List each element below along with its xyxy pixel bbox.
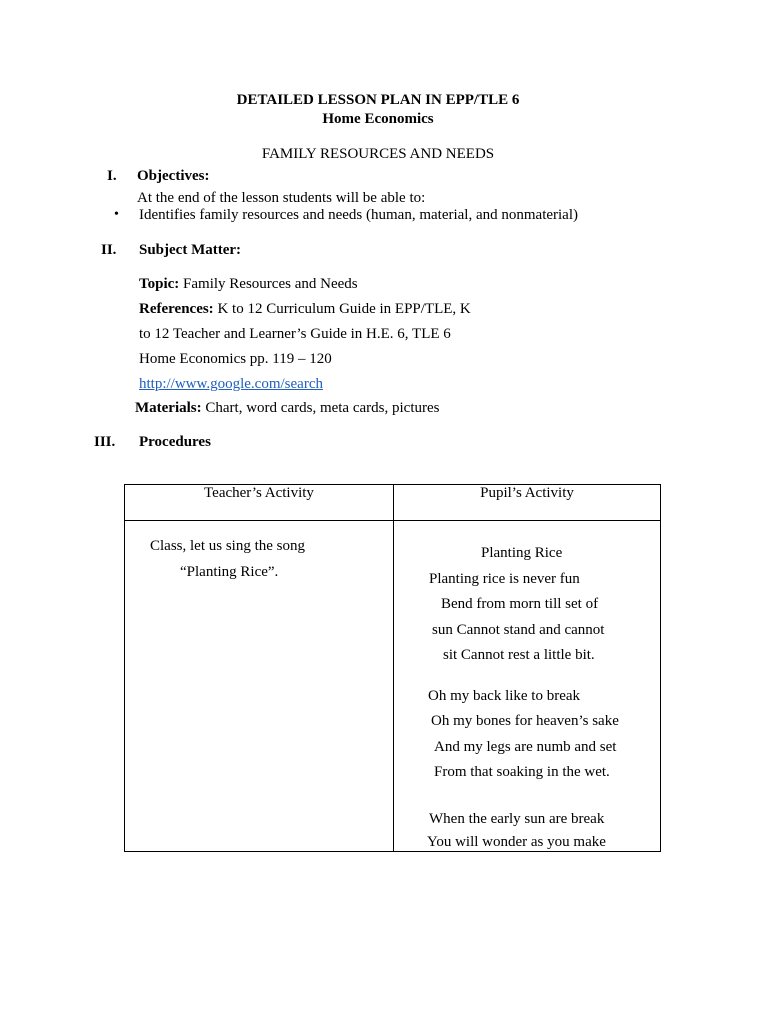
song-line: And my legs are numb and set	[434, 739, 617, 755]
song-line: From that soaking in the wet.	[434, 764, 610, 780]
song-line: Bend from morn till set of	[441, 596, 599, 612]
pupil-activity-header-label: Pupil’s Activity	[480, 485, 574, 501]
document-subtitle: Home Economics	[322, 111, 434, 127]
song-line: When the early sun are break	[429, 811, 605, 827]
song-line: Oh my bones for heaven’s sake	[431, 713, 619, 729]
table-row	[125, 521, 661, 852]
materials-label: Materials:	[135, 400, 202, 416]
subject-matter-heading: Subject Matter:	[139, 242, 242, 258]
references-value: K to 12 Curriculum Guide in EPP/TLE, K	[217, 301, 471, 317]
references-pages: Home Economics pp. 119 – 120	[139, 351, 332, 367]
teacher-line: “Planting Rice”.	[180, 564, 279, 580]
procedures-heading: Procedures	[139, 434, 211, 450]
teacher-activity-header-label: Teacher’s Activity	[204, 485, 314, 501]
teacher-line: Class, let us sing the song	[150, 538, 306, 554]
song-title: Planting Rice	[481, 545, 563, 561]
teacher-activity-header	[125, 485, 394, 521]
objectives-heading: Objectives:	[137, 168, 210, 184]
reference-link[interactable]: http://www.google.com/search	[139, 376, 323, 392]
document-title: DETAILED LESSON PLAN IN EPP/TLE 6	[236, 92, 520, 108]
procedures-numeral: III.	[94, 434, 116, 450]
topic-heading: FAMILY RESOURCES AND NEEDS	[261, 146, 495, 162]
song-line: sun Cannot stand and cannot	[432, 622, 605, 638]
objective-bullet: •	[114, 207, 119, 222]
procedures-table	[124, 484, 661, 852]
objective-item: Identifies family resources and needs (human, material, and nonmaterial)	[139, 207, 578, 223]
references-label: References:	[139, 301, 214, 317]
subject-matter-numeral: II.	[101, 242, 117, 258]
teacher-activity-cell	[125, 521, 394, 852]
pupil-activity-header	[394, 485, 661, 521]
pupil-activity-cell	[394, 521, 661, 852]
topic-line	[139, 276, 358, 293]
song-line: You will wonder as you make	[427, 834, 606, 850]
objectives-intro: At the end of the lesson students will be able to:	[137, 190, 426, 206]
table-header-row	[125, 485, 661, 521]
materials-line	[135, 400, 439, 417]
topic-label: Topic:	[139, 276, 180, 292]
song-line: sit Cannot rest a little bit.	[443, 647, 595, 663]
references-continued: to 12 Teacher and Learner’s Guide in H.E. 6, TLE 6	[139, 326, 451, 342]
materials-value: Chart, word cards, meta cards, pictures	[205, 400, 440, 416]
objectives-numeral: I.	[107, 168, 117, 184]
song-line: Oh my back like to break	[428, 688, 581, 704]
references-line	[139, 301, 471, 318]
topic-value: Family Resources and Needs	[183, 276, 358, 292]
song-line: Planting rice is never fun	[429, 571, 580, 587]
